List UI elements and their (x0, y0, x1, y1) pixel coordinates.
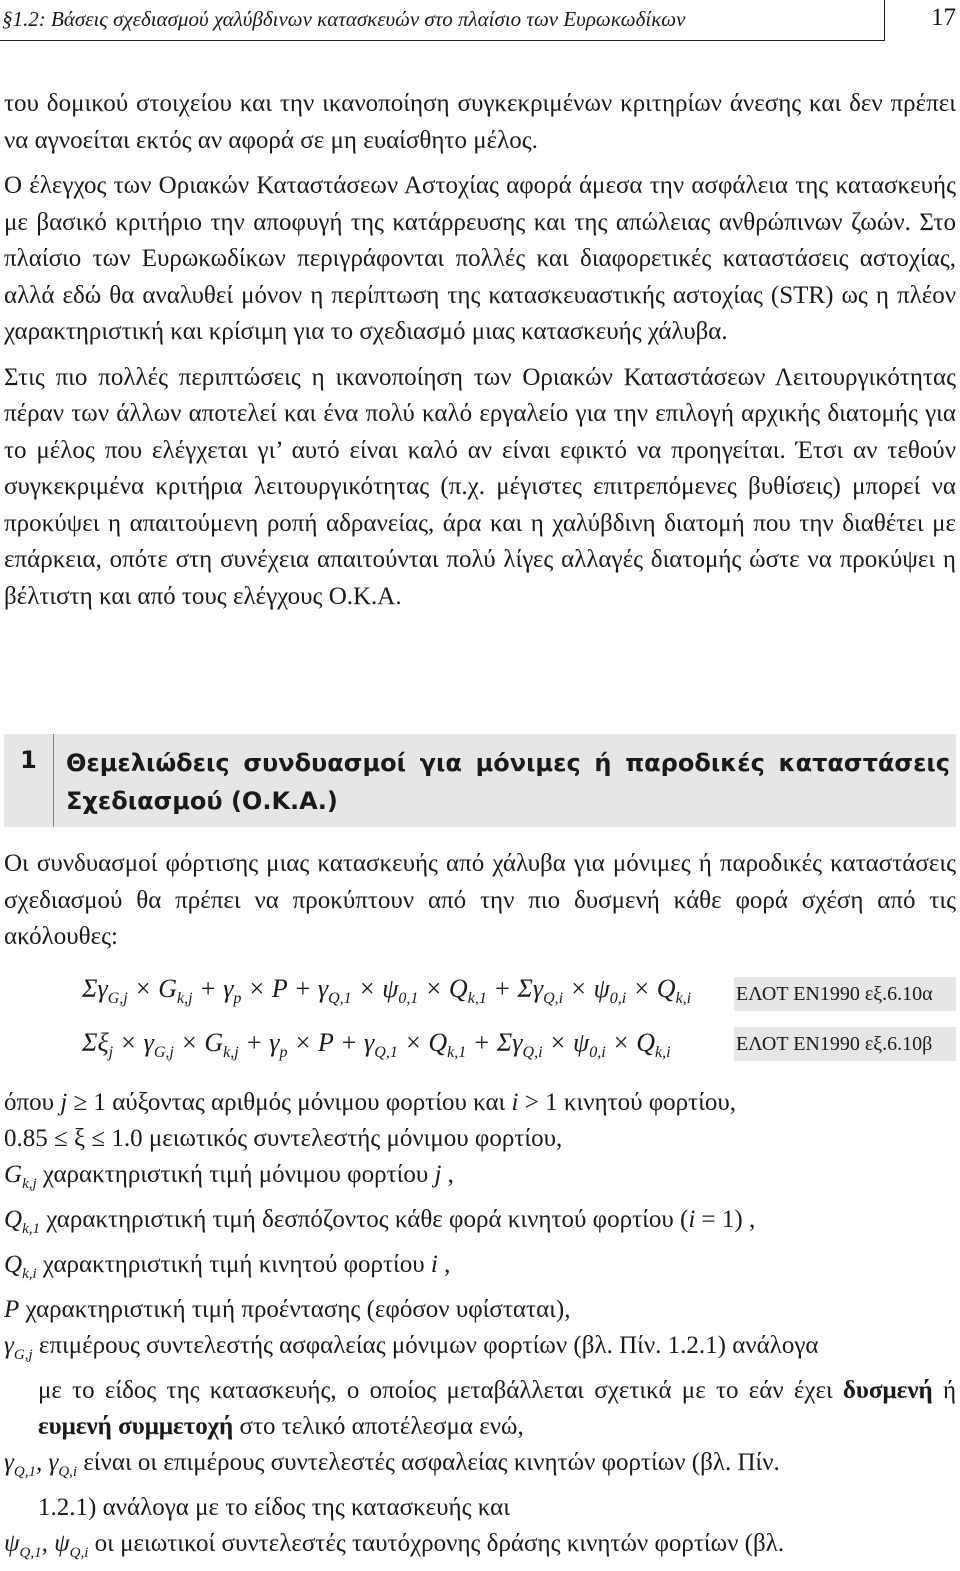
def-j: όπου j ≥ 1 αύξοντας αριθμός μόνιμου φορτίου και i > 1 κινητού φορτίου, (4, 1089, 737, 1116)
section-intro (4, 846, 956, 956)
def-gamma-g: $\gamma_{G,j}$ επιμέρους συντελεστής ασφαλείας μόνιμων φορτίων (βλ. Πίν. 1.2.1) ανάλογα (4, 1332, 819, 1363)
section-heading (4, 734, 956, 827)
symbol-definitions (4, 1085, 956, 1571)
equation-6-10b: $\Sigma\xi_j \times \gamma_{G,j} \times G_{k,j} + \gamma_p \times P + \gamma_{Q,1} \times Q_{k,1} + \Sigma\gamma_{Q,i} \times \psi_{0,i} \times Q_{k,i}$ (82, 1028, 671, 1062)
intro-text (4, 86, 956, 615)
def-qk1: $Q_{k,1}$ χαρακτηριστική τιμή δεσπόζοντος κάθε φορά κινητού φορτίου (i = 1) , (4, 1206, 756, 1237)
equation-ref-6-10b: ΕΛΟΤ ΕΝ1990 εξ.6.10β (734, 1027, 956, 1061)
paragraph-3: Στις πιο πολλές περιπτώσεις η ικανοποίηση των Οριακών Καταστάσεων Λειτουργικότητας πέραν των άλλων αποτελεί και ένα πολύ καλό εργαλείο για την επιλογή αρχικής διατομής για το μέλος που ελέγχεται γι’ αυτό είναι καλό αν είναι εφικτό να προηγείται. Έτσι αν τεθούν συγκεκριμένα κριτήρια λειτουργικότητας (π.χ. μέγιστες επιτρεπόμενες βυθίσεις) μπορεί να προκύψει η απαιτούμενη ροπή αδρανείας, άρα και η χαλύβδινη διατομή που την διαθέτει με επάρκεια, οπότε στη συνέχεια απαιτούνται πολύ λίγες αλλαγές διατομής ώστε να προκύψει η βέλτιστη και από τους ελέγχους Ο.Κ.Α. (4, 363, 956, 610)
page-number: 17 (931, 4, 956, 31)
section-intro-text: Οι συνδυασμοί φόρτισης μιας κατασκευής από χάλυβα για μόνιμες ή παροδικές καταστάσεις σχεδιασμού θα πρέπει να προκύπτουν από την πιο δυσμενή κάθε φορά σχέση από τις ακόλουθες: (4, 850, 956, 950)
def-qki: $Q_{k,i}$ χαρακτηριστική τιμή κινητού φορτίου i , (4, 1251, 451, 1282)
def-xi: 0.85 ≤ ξ ≤ 1.0 μειωτικός συντελεστής μόνιμου φορτίου, (4, 1125, 563, 1152)
equation-ref-6-10a: ΕΛΟΤ ΕΝ1990 εξ.6.10α (734, 977, 956, 1011)
equation-6-10a: $\Sigma\gamma_{G,j} \times G_{k,j} + \gamma_p \times P + \gamma_{Q,1} \times \psi_{0,1} \times Q_{k,1} + \Sigma\gamma_{Q,i} \times \psi_{0,i} \times Q_{k,i}$ (82, 974, 692, 1008)
paragraph-2: Ο έλεγχος των Οριακών Καταστάσεων Αστοχίας αφορά άμεσα την ασφάλεια της κατασκευής με βασικό κριτήριο την αποφυγή της κατάρρευσης και της απώλειας ανθρώπινων ζωών. Στο πλαίσιο των Ευρωκωδίκων περιγράφονται πολλές και διαφορετικές καταστάσεις αστοχίας, αλλά εδώ θα αναλυθεί μόνον η περίπτωση της κατασκευαστικής αστοχίας (STR) ως η πλέον χαρακτηριστική και κρίσιμη για το σχεδιασμό μιας κατασκευής χάλυβα. (4, 172, 956, 345)
paragraph-1: του δομικού στοιχείου και την ικανοποίηση συγκεκριμένων κριτηρίων άνεσης και δεν πρέπει να αγνοείται εκτός αν αφορά σε μη ευαίσθητο μέλος. (4, 90, 956, 154)
def-psi: $\psi_{Q,1}$, $\psi_{Q,i}$ οι μειωτικοί συντελεστές ταυτόχρονης δράσης κινητών φορτίων (βλ. (4, 1530, 785, 1561)
section-title: Θεμελιώδεις συνδυασμοί για μόνιμες ή παροδικές καταστάσεις Σχεδιασμού (Ο.Κ.Α.) (66, 749, 950, 815)
def-gamma-g-cont: με το είδος της κατασκευής, ο οποίος μεταβάλλεται σχετικά με το εάν έχει δυσμενή ή ευμενή συμμετοχή στο τελικό αποτέλεσμα ενώ, (38, 1377, 957, 1440)
section-number: 1 (4, 734, 54, 827)
def-gamma-q: $\gamma_{Q,1}$, $\gamma_{Q,i}$ είναι οι επιμέρους συντελεστές ασφαλείας κινητών φορτίων (βλ. Πίν. (4, 1449, 780, 1480)
def-gamma-q-cont: 1.2.1) ανάλογα με το είδος της κατασκευής και (38, 1494, 510, 1521)
def-p: P χαρακτηριστική τιμή προέντασης (εφόσον υφίσταται), (4, 1296, 571, 1323)
running-header (0, 0, 885, 41)
def-gkj: $G_{k,j}$ χαρακτηριστική τιμή μόνιμου φορτίου j , (4, 1161, 454, 1192)
header-title: §1.2: Βάσεις σχεδιασμού χαλύβδινων κατασκευών στο πλαίσιο των Ευρωκωδίκων (2, 7, 686, 31)
